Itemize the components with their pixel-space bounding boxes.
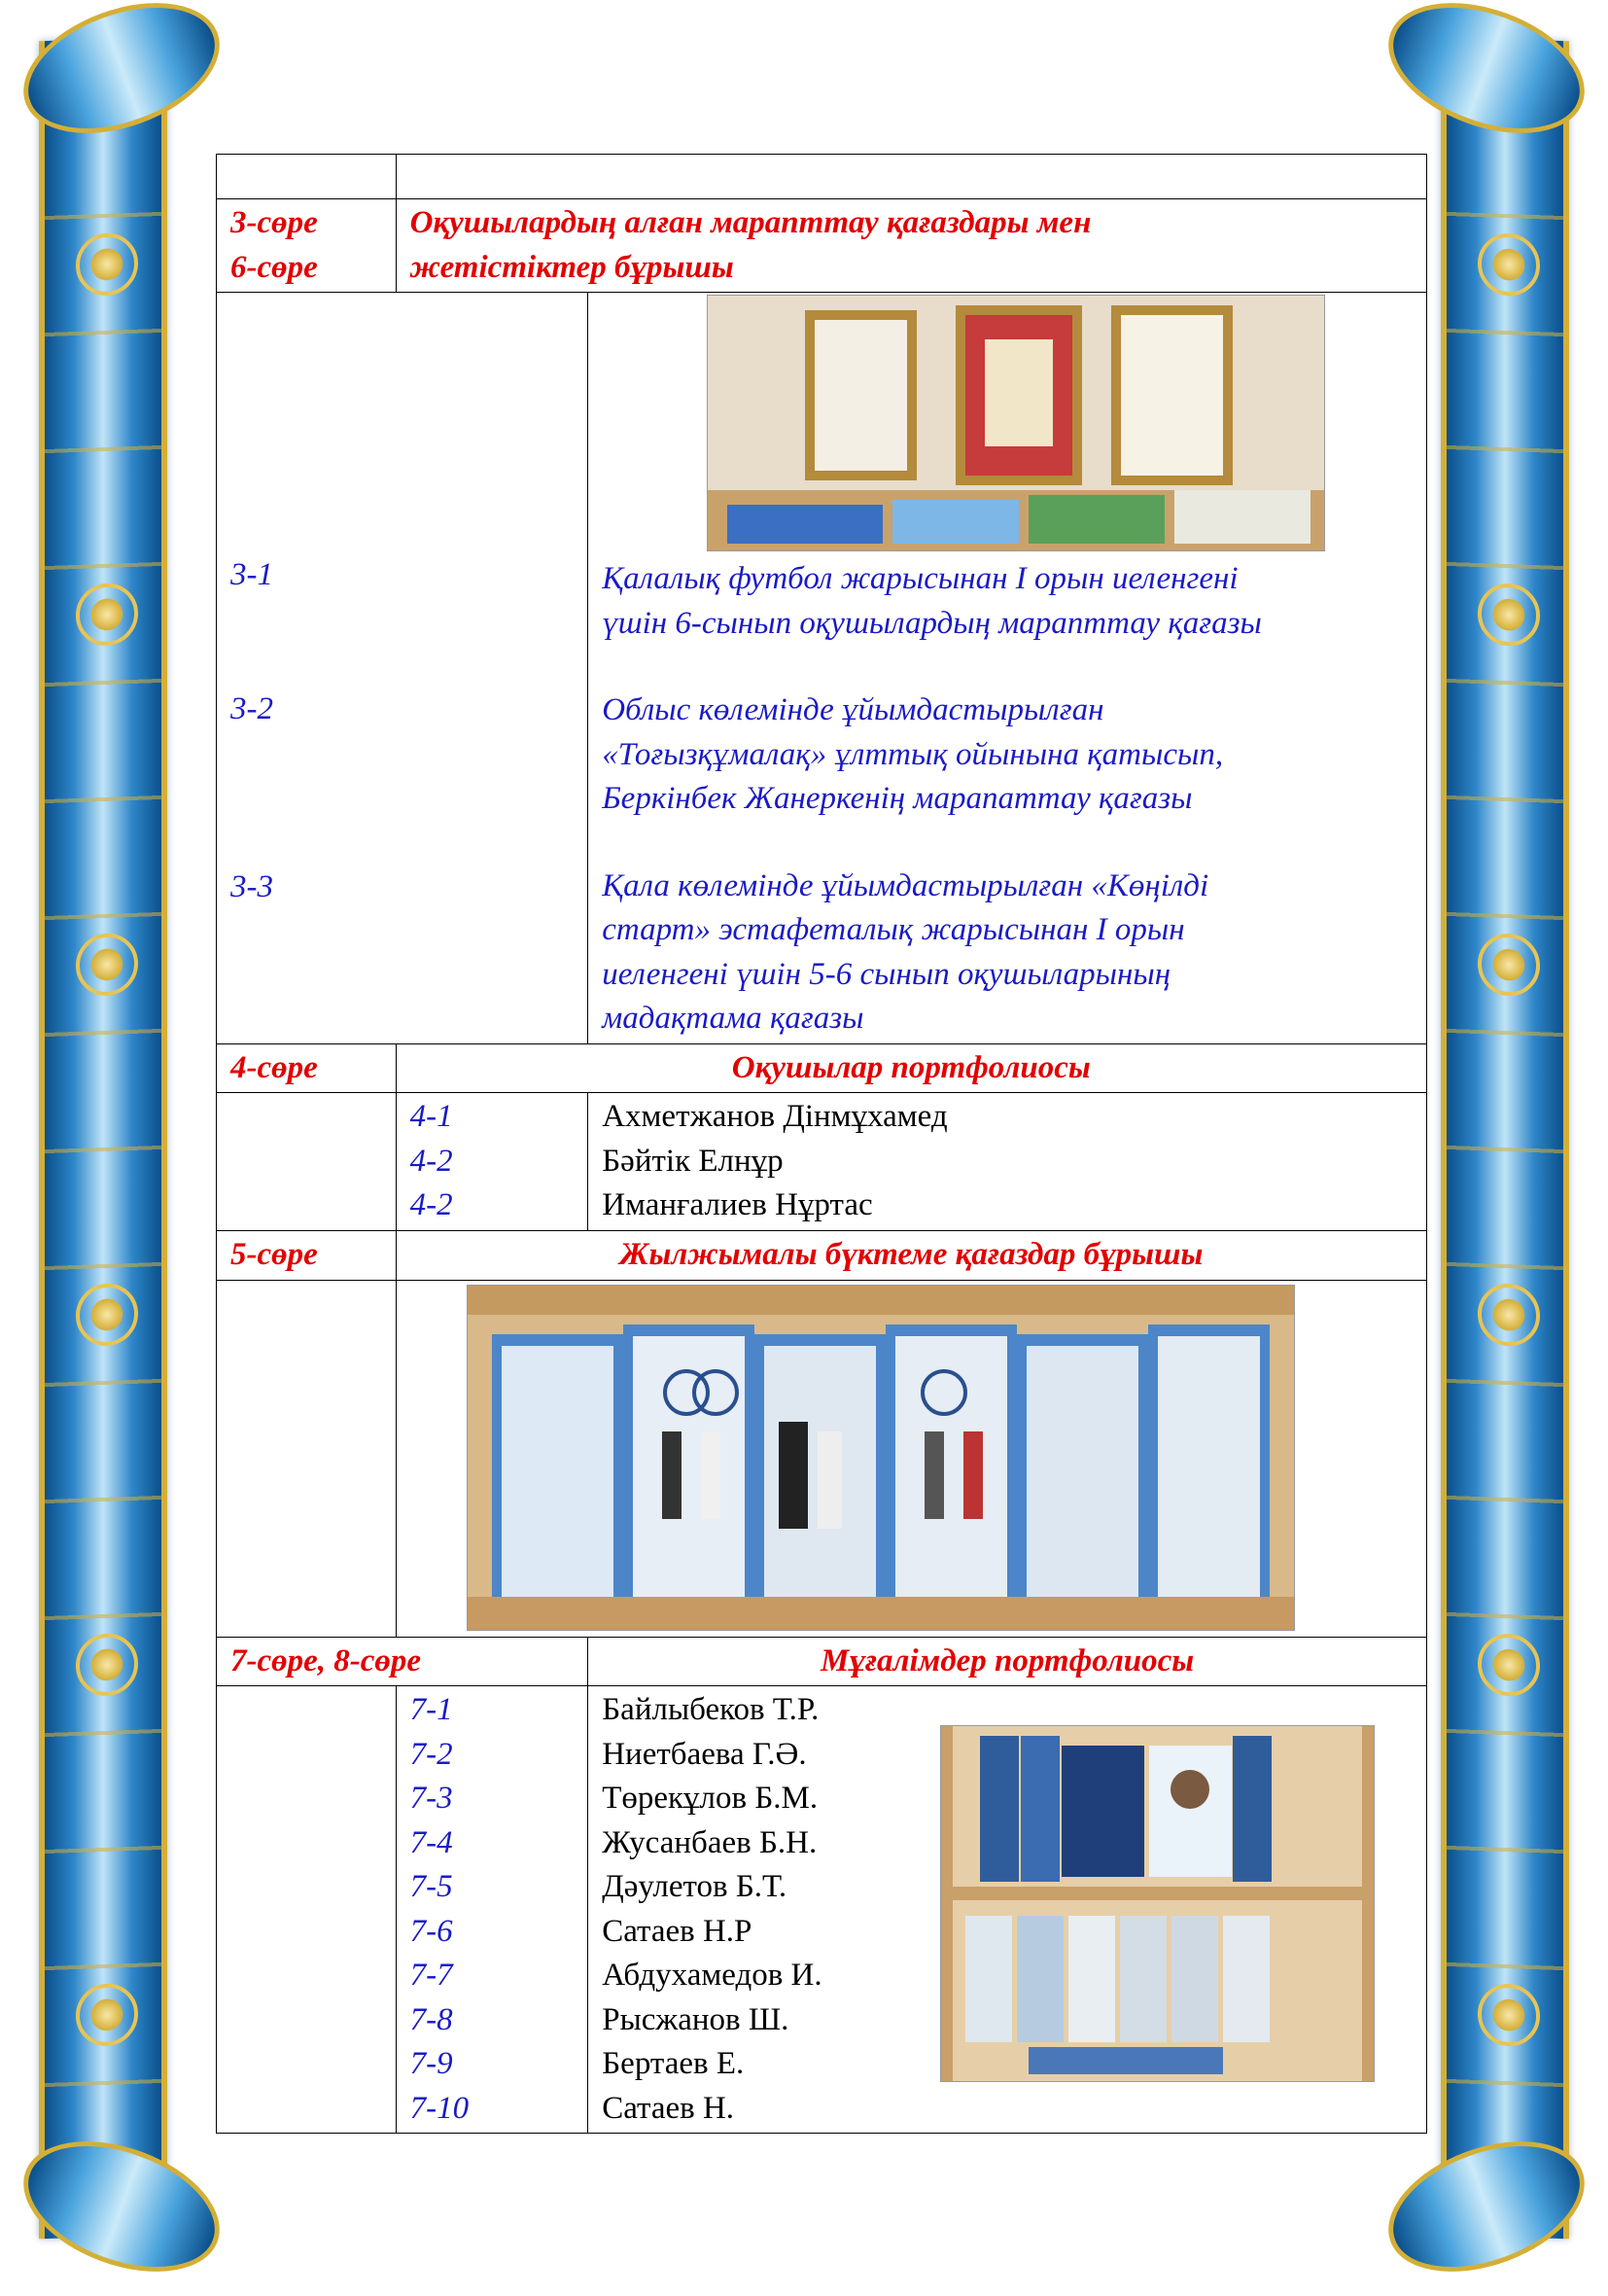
section-3-descriptions: Қалалық футбол жарысынан І орын иеленгені үшін 6-сынып оқушылардың марапттау қағазы Облыс көлемінде ұйымдастырылған «Тоғызқұмалақ» ұлттық ойынына қатысып, Беркінбек Жанеркенің марапаттау қағазы Қала көлемінде ұйымдастырылған «Көңілді старт» эстафеталық жарысынан І орын иеленгені үшін 5-6 сынып оқушыларының мадақтама қағазы (588, 293, 1427, 1044)
section-5-title: Жылжымалы бүктеме қағаздар бұрышы (396, 1230, 1426, 1280)
section-4-title: Оқушылар портфолиосы (396, 1043, 1426, 1093)
table-row-section-4-header (217, 1043, 1427, 1093)
section-3-codes: 3-1 3-2 3-3 (217, 293, 588, 1044)
table-row-section-5-body (217, 1280, 1427, 1637)
section-5-code: 5-сөре (217, 1230, 397, 1280)
table-row-section-3-header (217, 199, 1427, 293)
section-3-title: Оқушылардың алған марапттау қағаздары мен жетістіктер бұрышы (396, 199, 1426, 293)
table-row-section-3-body (217, 293, 1427, 1044)
section-3-code: 3-сөре 6-сөре (217, 199, 397, 293)
shelf-table (216, 154, 1427, 2134)
section-4-names: Ахметжанов Дінмұхамед Бәйтік Елнұр Иманғалиев Нұртас (588, 1093, 1427, 1231)
right-ribbon-ornament (1441, 37, 1569, 2240)
table-row-section-7-header (217, 1637, 1427, 1686)
table-row-section-4-body (217, 1093, 1427, 1231)
table-row-section-7-body (217, 1686, 1427, 2134)
section-7-names: Байлыбеков Т.Р. Ниетбаева Г.Ә. Төрекұлов Б.М. Жусанбаев Б.Н. Дәулетов Б.Т. Сатаев Н.Р Абдухамедов И. Рысжанов Ш. Бертаев Е. Сатаев Н. (588, 1686, 1427, 2134)
left-ribbon-ornament (39, 37, 167, 2240)
teacher-portfolio-shelf-photo (940, 1725, 1375, 2082)
awards-shelf-photo (707, 295, 1325, 551)
folding-screen-photo (467, 1285, 1295, 1631)
section-7-codes: 7-1 7-2 7-3 7-4 7-5 7-6 7-7 7-8 7-9 7-10 (396, 1686, 588, 2134)
section-4-codes: 4-1 4-2 4-2 (396, 1093, 588, 1231)
table-row-section-5-header (217, 1230, 1427, 1280)
table-row-empty (217, 155, 1427, 199)
section-7-code: 7-сөре, 8-сөре (217, 1637, 588, 1686)
section-7-title: Мұғалімдер портфолиосы (588, 1637, 1427, 1686)
section-4-code: 4-сөре (217, 1043, 397, 1093)
